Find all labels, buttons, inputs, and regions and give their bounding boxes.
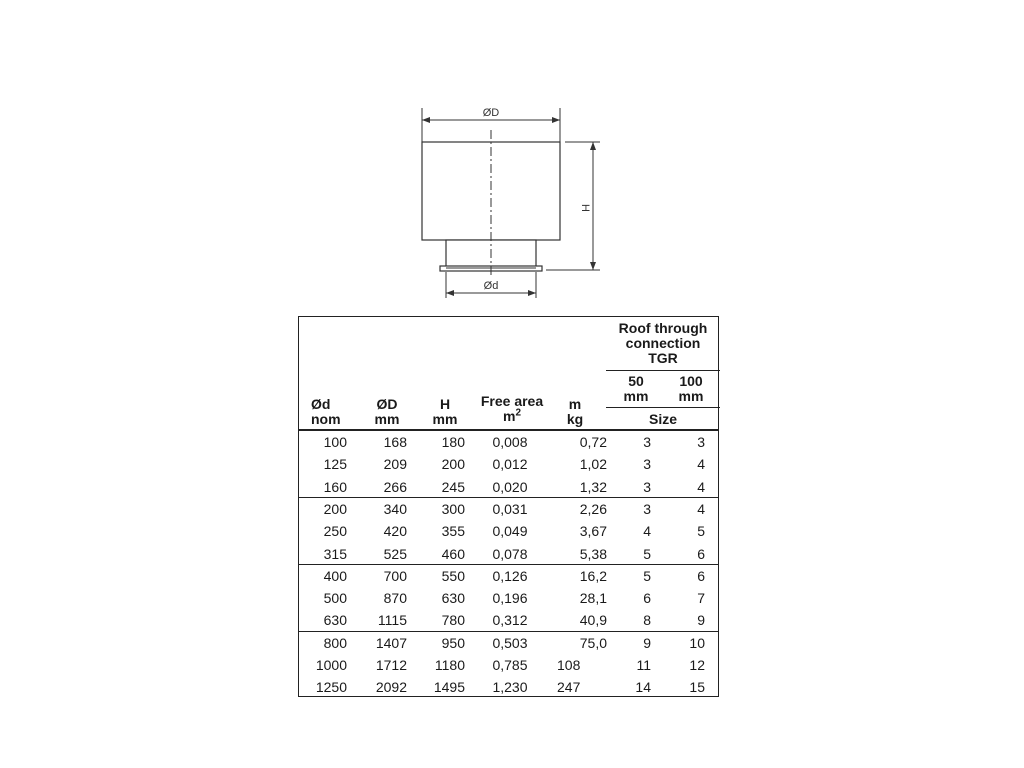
header-mass bbox=[555, 397, 595, 427]
header-col-100mm bbox=[665, 374, 717, 404]
cell-d-nom: 315 bbox=[323, 545, 347, 562]
cell-outer-d: 266 bbox=[383, 478, 407, 495]
cell-d-nom: 200 bbox=[323, 500, 347, 517]
cell-height: 630 bbox=[441, 590, 465, 607]
cell-free-area: 0,126 bbox=[492, 567, 528, 584]
cell-mass: 247 bbox=[557, 679, 581, 696]
cell-d-nom: 1250 bbox=[315, 679, 347, 696]
cell-size-50: 3 bbox=[643, 434, 651, 450]
cell-size-100: 4 bbox=[697, 456, 705, 473]
cell-d-nom: 250 bbox=[323, 523, 347, 540]
cell-d-nom: 125 bbox=[323, 456, 347, 473]
cell-d-nom: 160 bbox=[323, 478, 347, 495]
cell-outer-d: 525 bbox=[383, 545, 407, 562]
cell-height: 245 bbox=[441, 478, 465, 495]
cell-mass: 28,1 bbox=[579, 590, 607, 607]
cell-size-100: 10 bbox=[689, 634, 705, 651]
cell-d-nom: 800 bbox=[323, 634, 347, 651]
cell-free-area: 0,012 bbox=[492, 456, 528, 473]
cell-height: 550 bbox=[441, 567, 465, 584]
header-roof-through bbox=[607, 321, 719, 366]
cell-mass: 108 bbox=[557, 657, 581, 673]
roof-line-2: connection bbox=[625, 335, 701, 351]
header-outer-d bbox=[367, 397, 407, 427]
cell-d-nom: 100 bbox=[323, 434, 347, 450]
cell-outer-d: 1407 bbox=[375, 634, 407, 651]
cell-d-nom: 630 bbox=[323, 612, 347, 629]
cell-height: 1495 bbox=[433, 679, 465, 696]
header-height bbox=[425, 397, 465, 427]
cell-free-area: 0,031 bbox=[492, 500, 528, 517]
header-size: Size bbox=[648, 411, 677, 427]
cell-free-area: 0,196 bbox=[492, 590, 528, 607]
cell-d-nom: 1000 bbox=[315, 657, 347, 673]
col50-line-2: mm bbox=[623, 388, 649, 404]
height-line-1: H bbox=[439, 396, 451, 412]
group-divider-3 bbox=[299, 631, 718, 632]
outer-d-line-1: ØD bbox=[376, 396, 398, 412]
cell-mass: 16,2 bbox=[579, 567, 607, 584]
cell-size-100: 9 bbox=[697, 612, 705, 629]
mass-line-1: m bbox=[568, 396, 582, 412]
d-nom-line-1: Ød bbox=[311, 396, 331, 412]
cell-size-50: 4 bbox=[643, 523, 651, 540]
cell-mass: 5,38 bbox=[579, 545, 607, 562]
cell-size-50: 14 bbox=[635, 679, 651, 696]
cell-size-100: 4 bbox=[697, 500, 705, 517]
free-area-line-1: Free area bbox=[480, 393, 544, 409]
cell-mass: 1,02 bbox=[579, 456, 607, 473]
roof-line-3: TGR bbox=[648, 350, 678, 366]
cell-outer-d: 870 bbox=[383, 590, 407, 607]
cell-mass: 40,9 bbox=[579, 612, 607, 629]
col50-line-1: 50 bbox=[628, 373, 644, 389]
cell-height: 355 bbox=[441, 523, 465, 540]
technical-drawing bbox=[0, 0, 1024, 310]
cell-size-50: 11 bbox=[636, 657, 651, 673]
free-area-unit-sup: 2 bbox=[515, 407, 521, 419]
spec-table bbox=[298, 316, 719, 697]
cell-size-100: 4 bbox=[697, 478, 705, 495]
cell-mass: 0,72 bbox=[579, 434, 607, 450]
cell-outer-d: 1115 bbox=[377, 612, 407, 629]
dim-label-height: H bbox=[579, 204, 591, 212]
cell-free-area: 1,230 bbox=[492, 679, 528, 696]
cell-height: 180 bbox=[441, 434, 465, 450]
cell-outer-d: 420 bbox=[383, 523, 407, 540]
free-area-unit: m bbox=[502, 408, 516, 424]
cell-height: 1180 bbox=[434, 657, 465, 673]
mass-line-2: kg bbox=[566, 411, 584, 427]
header-d-nom bbox=[311, 397, 351, 427]
cell-free-area: 0,312 bbox=[492, 612, 528, 629]
cell-size-50: 3 bbox=[643, 478, 651, 495]
cell-free-area: 0,078 bbox=[492, 545, 528, 562]
roof-group-divider bbox=[606, 370, 720, 371]
cell-height: 780 bbox=[441, 612, 465, 629]
cell-size-100: 3 bbox=[697, 434, 705, 450]
roof-line-1: Roof through bbox=[618, 320, 708, 336]
cell-mass: 1,32 bbox=[579, 478, 607, 495]
cell-size-100: 6 bbox=[697, 567, 705, 584]
cell-height: 200 bbox=[441, 456, 465, 473]
cell-outer-d: 700 bbox=[383, 567, 407, 584]
cell-free-area: 0,785 bbox=[492, 657, 528, 673]
cell-outer-d: 209 bbox=[383, 456, 407, 473]
cell-free-area: 0,008 bbox=[492, 434, 528, 450]
cell-mass: 2,26 bbox=[579, 500, 607, 517]
cell-size-50: 9 bbox=[643, 634, 651, 651]
cell-free-area: 0,020 bbox=[492, 478, 528, 495]
size-divider bbox=[606, 407, 720, 408]
cell-size-100: 12 bbox=[689, 657, 705, 673]
col100-line-1: 100 bbox=[679, 373, 703, 389]
cell-size-50: 6 bbox=[643, 590, 651, 607]
cell-size-50: 8 bbox=[643, 612, 651, 629]
cell-size-100: 6 bbox=[697, 545, 705, 562]
cell-outer-d: 1712 bbox=[375, 657, 407, 673]
cell-mass: 3,67 bbox=[579, 523, 607, 540]
outer-d-line-2: mm bbox=[374, 411, 400, 427]
height-line-2: mm bbox=[432, 411, 458, 427]
cell-outer-d: 2092 bbox=[375, 679, 407, 696]
cell-free-area: 0,503 bbox=[492, 634, 528, 651]
cell-height: 300 bbox=[441, 500, 465, 517]
cell-size-100: 15 bbox=[689, 679, 705, 696]
cell-size-50: 5 bbox=[643, 567, 651, 584]
cell-free-area: 0,049 bbox=[492, 523, 528, 540]
group-divider-1 bbox=[299, 497, 718, 498]
cell-d-nom: 500 bbox=[323, 590, 347, 607]
col100-line-2: mm bbox=[678, 388, 704, 404]
header-col-50mm bbox=[611, 374, 661, 404]
cell-size-50: 3 bbox=[643, 456, 651, 473]
cell-size-100: 5 bbox=[697, 523, 705, 540]
cell-size-100: 7 bbox=[697, 590, 705, 607]
group-divider-2 bbox=[299, 564, 718, 565]
cell-height: 950 bbox=[441, 634, 465, 651]
header-free-area bbox=[475, 394, 549, 424]
cell-size-50: 5 bbox=[643, 545, 651, 562]
cell-d-nom: 400 bbox=[323, 567, 347, 584]
dim-label-inner-diameter: Ød bbox=[483, 280, 499, 292]
dim-label-outer-diameter: ØD bbox=[482, 107, 500, 119]
cell-mass: 75,0 bbox=[579, 634, 607, 651]
cell-height: 460 bbox=[441, 545, 465, 562]
cell-outer-d: 168 bbox=[383, 434, 407, 450]
cell-size-50: 3 bbox=[643, 500, 651, 517]
d-nom-line-2: nom bbox=[311, 411, 341, 427]
cell-outer-d: 340 bbox=[383, 500, 407, 517]
header-rule bbox=[299, 429, 718, 431]
